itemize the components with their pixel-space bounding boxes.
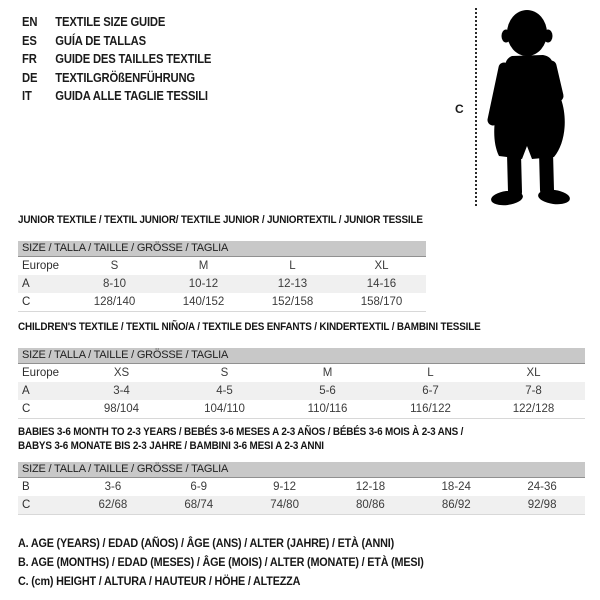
height-figure (445, 2, 597, 214)
size-cell: L (427, 366, 434, 379)
size-cell: 104/110 (204, 402, 245, 415)
size-cell: 18-24 (441, 481, 471, 493)
size-cell: M (198, 259, 209, 272)
language-list (22, 13, 232, 106)
size-header-bar: SIZE / TALLA / TAILLE / GRÖSSE / TAGLIA (18, 462, 585, 478)
size-table (18, 241, 426, 312)
row-label: A (18, 275, 70, 293)
size-cell: M (322, 366, 333, 379)
table-title-line: BABIES 3-6 MONTH TO 2-3 YEARS / BEBÉS 3-6 MESES A 2-3 AÑOS / BÉBÉS 3-6 MOIS À 2-3 ANS / (18, 426, 464, 438)
size-cell: S (110, 259, 119, 272)
babies-textile-section (18, 426, 585, 515)
section-title (18, 321, 598, 335)
row-label: C (22, 402, 31, 415)
row-label: C (18, 496, 70, 514)
section-title (18, 214, 598, 228)
size-cell: 4-5 (173, 382, 276, 400)
language-code: FR (22, 52, 37, 67)
row-label: C (22, 295, 31, 308)
size-cell: 152/158 (271, 295, 314, 308)
language-label: TEXTILE SIZE GUIDE (55, 15, 166, 29)
language-code: IT (22, 89, 32, 104)
size-cell: 5-6 (276, 382, 379, 400)
size-cell: 92/98 (499, 496, 585, 514)
language-row (22, 13, 211, 32)
size-cell: 68/74 (156, 496, 242, 514)
language-code: ES (22, 33, 37, 48)
language-row (22, 69, 211, 88)
size-cell: 110/116 (307, 402, 348, 415)
row-label: B (22, 481, 30, 493)
table-title-line: JUNIOR TEXTILE / TEXTIL JUNIOR/ TEXTILE JUNIOR / JUNIORTEXTIL / JUNIOR TESSILE (18, 214, 423, 226)
note-height: C. (cm) HEIGHT / ALTURA / HAUTEUR / HÖHE / ALTEZZA (18, 574, 301, 588)
size-cell: 24-36 (527, 481, 557, 493)
size-cell: 116/122 (410, 402, 451, 415)
size-cell: 9-12 (273, 481, 297, 493)
language-label: GUIDE DES TAILLES TEXTILE (55, 52, 212, 67)
size-cell: 140/152 (182, 295, 225, 308)
row-label: Europe (22, 259, 60, 272)
size-cell: 3-4 (70, 382, 173, 400)
size-cell: 7-8 (482, 382, 585, 400)
size-cell: XS (113, 366, 130, 379)
height-letter-label: C (455, 102, 464, 116)
language-label: GUIDA ALLE TAGLIE TESSILI (55, 89, 208, 104)
row-label: Europe (22, 366, 60, 379)
size-cell: 12-18 (355, 481, 386, 493)
size-cell: 86/92 (413, 496, 499, 514)
size-header-bar: SIZE / TALLA / TAILLE / GRÖSSE / TAGLIA (18, 348, 585, 364)
language-row (22, 50, 211, 69)
size-cell: L (289, 259, 296, 272)
legend-notes (18, 534, 469, 591)
note-age-months: B. AGE (MONTHS) / EDAD (MESES) / ÂGE (MOIS) / ALTER (MONATE) / ETÀ (MESI) (18, 555, 424, 569)
size-cell: 14-16 (337, 275, 426, 293)
baby-silhouette-icon (479, 4, 595, 212)
language-code: DE (22, 70, 38, 85)
section-title (18, 426, 598, 453)
language-label: GUÍA DE TALLAS (55, 33, 146, 48)
junior-textile-section (18, 214, 426, 312)
table-title-line: BABYS 3-6 MONATE BIS 2-3 JAHRE / BAMBINI 3-6 MESI A 2-3 ANNI (18, 439, 324, 452)
size-table (18, 462, 585, 515)
language-label: TEXTILGRÖßENFÜHRUNG (55, 70, 196, 85)
language-row (22, 87, 211, 106)
size-cell: XL (374, 259, 389, 272)
size-cell: 128/140 (93, 295, 136, 308)
size-header-bar: SIZE / TALLA / TAILLE / GRÖSSE / TAGLIA (18, 241, 426, 257)
size-cell: 122/128 (512, 402, 555, 415)
children-textile-section (18, 321, 585, 419)
size-cell: 6-7 (379, 382, 482, 400)
size-cell: 98/104 (103, 402, 140, 415)
dotted-height-line (475, 8, 477, 206)
size-cell: S (220, 366, 229, 379)
language-row (22, 32, 211, 51)
size-cell: 74/80 (242, 496, 328, 514)
row-label: A (18, 382, 70, 400)
size-cell: XL (526, 366, 541, 379)
size-cell: 80/86 (328, 496, 414, 514)
size-cell: 3-6 (104, 481, 122, 493)
size-cell: 158/170 (360, 295, 403, 308)
size-cell: 62/68 (70, 496, 156, 514)
size-cell: 10-12 (159, 275, 248, 293)
note-age-years: A. AGE (YEARS) / EDAD (AÑOS) / ÂGE (ANS) / ALTER (JAHRE) / ETÀ (ANNI) (18, 536, 394, 550)
size-cell: 12-13 (248, 275, 337, 293)
size-cell: 6-9 (190, 481, 208, 493)
size-table (18, 348, 585, 419)
size-cell: 8-10 (70, 275, 159, 293)
table-title-line: CHILDREN'S TEXTILE / TEXTIL NIÑO/A / TEXTILE DES ENFANTS / KINDERTEXTIL / BAMBINI TESSILE (18, 321, 481, 333)
language-code: EN (22, 15, 38, 29)
